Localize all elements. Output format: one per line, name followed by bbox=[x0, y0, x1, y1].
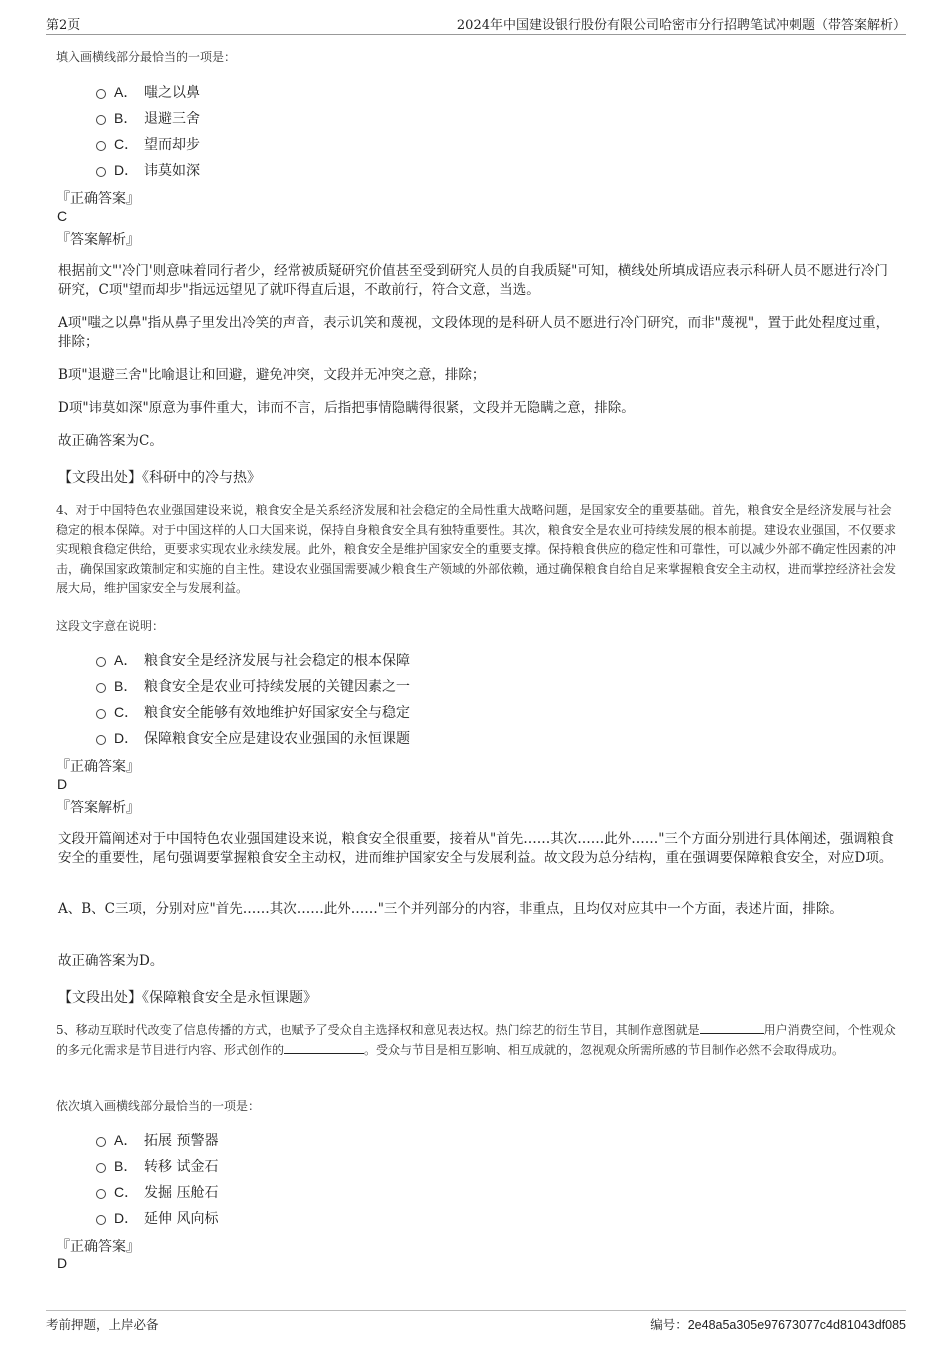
q4-analysis-label: 『答案解析』 bbox=[56, 800, 140, 816]
q3-analysis-5: 故正确答案为C。 bbox=[58, 433, 163, 449]
fill-blank-2[interactable] bbox=[284, 1041, 364, 1054]
page-footer bbox=[46, 1310, 906, 1335]
q4-analysis-2: A、B、C三项，分别对应"首先……其次……此外……"三个并列部分的内容，非重点，且均仅对应其中一个方面，表述片面，排除。 bbox=[58, 901, 843, 917]
radio-icon[interactable] bbox=[96, 735, 106, 745]
q4-analysis-3: 故正确答案为D。 bbox=[58, 953, 164, 969]
q5-option-a[interactable]: A． 拓展 预警器 bbox=[96, 1130, 218, 1150]
q5-answer: D bbox=[57, 1255, 68, 1271]
document-title: 2024年中国建设银行股份有限公司哈密市分行招聘笔试冲刺题（带答案解析） bbox=[456, 18, 906, 33]
q4-option-d[interactable]: D． 保障粮食安全应是建设农业强国的永恒课题 bbox=[96, 728, 410, 748]
q3-prompt: 填入画横线部分最恰当的一项是： bbox=[56, 50, 237, 64]
q3-analysis-1: 根据前文"'冷门'则意味着同行者少，经常被质疑研究价值甚至受到研究人员的自我质疑"可知，横线处所填成语应表示科研人员不愿进行冷门研究，C项"望而却步"指远远望见了就吓得直后退，不敢前行，符合文意，当选。 bbox=[58, 263, 888, 298]
q5-passage: 5、移动互联时代改变了信息传播的方式，也赋予了受众自主选择权和意见表达权。热门综艺的衍生节目，其制作意图就是 用户消费空间，个性观众的多元化需求是节目进行内容、形式创作的 。受众与节目是相互影响、相互成就的，忽视观众所需所感的节目制作必然不会取得成功。 bbox=[56, 1023, 896, 1057]
q4-source: 【文段出处】《保障粮食安全是永恒课题》 bbox=[58, 990, 317, 1006]
q3-analysis-label: 『答案解析』 bbox=[56, 232, 140, 248]
radio-icon[interactable] bbox=[96, 141, 106, 151]
radio-icon[interactable] bbox=[96, 89, 106, 99]
q5-answer-label: 『正确答案』 bbox=[56, 1239, 140, 1255]
q4-option-b[interactable]: B． 粮食安全是农业可持续发展的关键因素之一 bbox=[96, 676, 410, 696]
q3-analysis-2: A项"嗤之以鼻"指从鼻子里发出冷笑的声音，表示讥笑和蔑视，文段体现的是科研人员不愿进行冷门研究，而非"蔑视"，置于此处程度过重，排除； bbox=[58, 315, 890, 350]
q3-source: 【文段出处】《科研中的冷与热》 bbox=[58, 470, 261, 486]
footer-slogan: 考前押题，上岸必备 bbox=[46, 1317, 159, 1332]
fill-blank-1[interactable] bbox=[700, 1021, 764, 1034]
q3-option-d[interactable]: D． 讳莫如深 bbox=[96, 160, 200, 180]
q3-answer-label: 『正确答案』 bbox=[56, 191, 140, 207]
q4-option-a[interactable]: A． 粮食安全是经济发展与社会稳定的根本保障 bbox=[96, 650, 410, 670]
page-header bbox=[46, 12, 906, 35]
q5-option-d[interactable]: D． 延伸 风向标 bbox=[96, 1208, 218, 1228]
q4-answer: D bbox=[57, 776, 68, 792]
q5-prompt: 依次填入画横线部分最恰当的一项是： bbox=[56, 1099, 261, 1113]
q3-analysis-4: D项"讳莫如深"原意为事件重大，讳而不言，后指把事情隐瞒得很紧，文段并无隐瞒之意，排除。 bbox=[58, 400, 635, 416]
q4-analysis-1: 文段开篇阐述对于中国特色农业强国建设来说，粮食安全很重要，接着从"首先……其次……此外……"三个方面分别进行具体阐述，强调粮食安全的重要性，尾句强调要掌握粮食安全主动权，进而维护国家安全与发展利益。故文段为总分结构，重在强调要保障粮食安全，对应D项。 bbox=[58, 831, 894, 866]
radio-icon[interactable] bbox=[96, 167, 106, 177]
q3-option-a[interactable]: A． 嗤之以鼻 bbox=[96, 82, 200, 102]
q3-option-c[interactable]: C． 望而却步 bbox=[96, 134, 200, 154]
radio-icon[interactable] bbox=[96, 1215, 106, 1225]
radio-icon[interactable] bbox=[96, 115, 106, 125]
radio-icon[interactable] bbox=[96, 1163, 106, 1173]
page-number: 第2页 bbox=[46, 18, 81, 33]
radio-icon[interactable] bbox=[96, 1189, 106, 1199]
radio-icon[interactable] bbox=[96, 709, 106, 719]
footer-code: 编号：2e48a5a305e97673077c4d81043df085 bbox=[650, 1317, 906, 1332]
q3-analysis-3: B项"退避三舍"比喻退让和回避，避免冲突，文段并无冲突之意，排除； bbox=[58, 367, 486, 383]
radio-icon[interactable] bbox=[96, 657, 106, 667]
q4-prompt: 这段文字意在说明： bbox=[56, 619, 165, 633]
radio-icon[interactable] bbox=[96, 1137, 106, 1147]
q5-option-c[interactable]: C． 发掘 压舱石 bbox=[96, 1182, 218, 1202]
radio-icon[interactable] bbox=[96, 683, 106, 693]
q4-answer-label: 『正确答案』 bbox=[56, 759, 140, 775]
q4-passage: 4、对于中国特色农业强国建设来说，粮食安全是关系经济发展和社会稳定的全局性重大战略问题，是国家安全的重要基础。首先，粮食安全是经济发展与社会稳定的根本保障。对于中国这样的人口大国来说，保持自身粮食安全具有独特重要性。其次，粮食安全是农业可持续发展的根本前提。建设农业强国，不仅要求实现粮食稳定供给，更要求实现农业永续发展。此外，粮食安全是维护国家安全的重要支撑。保持粮食供应的稳定性和可靠性，可以减少外部不确定性因素的冲击，确保国家政策制定和实施的自主性。建设农业强国需要减少粮食生产领域的外部依赖，通过确保粮食自给自足来掌握粮食安全主动权，进而掌控经济社会发展大局，维护国家安全与发展利益。 bbox=[56, 503, 897, 595]
q3-answer: C bbox=[57, 208, 68, 224]
q5-option-b[interactable]: B． 转移 试金石 bbox=[96, 1156, 218, 1176]
q4-option-c[interactable]: C． 粮食安全能够有效地维护好国家安全与稳定 bbox=[96, 702, 410, 722]
q3-option-b[interactable]: B． 退避三舍 bbox=[96, 108, 200, 128]
